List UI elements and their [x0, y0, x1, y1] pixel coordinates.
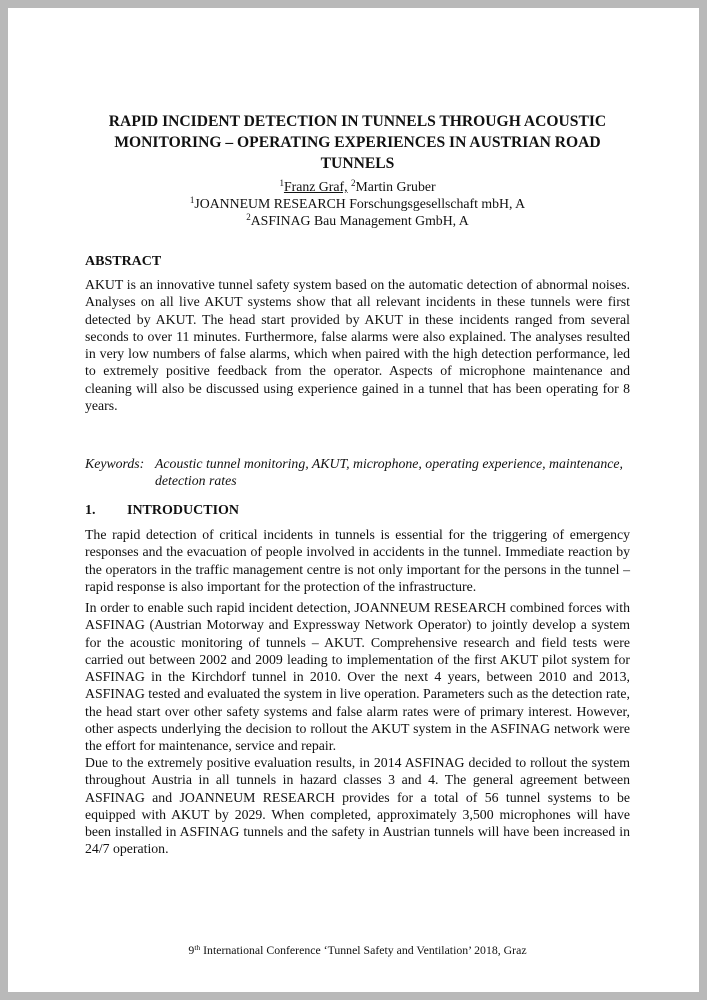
affiliation-1-superscript: 1	[189, 195, 195, 205]
introduction-paragraph-3: Due to the extremely positive evaluation results, in 2014 ASFINAG decided to rollout the system throughout Austria in all tunnels in hazard classes 3 and 4. The general agreement between ASFINAG and JOANNEUM RESEARCH provides for a total of 56 tunnel systems to be equipped with AKUT by 2029. When completed, approximately 3,500 microphones will have been installed in ASFINAG tunnels and the safety in Austrian tunnels will have been increased in 24/7 operation.	[85, 755, 630, 857]
abstract-text: AKUT is an innovative tunnel safety system based on the automatic detection of abnormal noises. Analyses on all live AKUT systems show that all relevant incidents in these tunnels were first detected by AKUT. The head start provided by AKUT in these incidents ranged from several seconds to over 11 minutes. Furthermore, false alarms were also explained. The analyses resulted in very low numbers of false alarms, which when paired with the high detection performance, led to extremely positive feedback from the operator. Aspects of microphone maintenance and cleaning will also be discussed using experience gained in a tunnel that has been operating for 8 years.	[85, 277, 630, 414]
affiliation-2-superscript: 2	[246, 212, 251, 222]
footer-superscript: th	[194, 943, 201, 952]
paper-page	[8, 8, 699, 992]
author-names	[80, 178, 635, 195]
affiliation-2-text: ASFINAG Bau Management GmbH, A	[250, 213, 469, 228]
author-2-superscript: 2	[350, 178, 356, 188]
page-footer	[80, 943, 635, 957]
abstract-heading: ABSTRACT	[85, 254, 162, 269]
introduction-paragraph-1: The rapid detection of critical incidents in tunnels is essential for the triggering of emergency responses and the evacuation of people involved in accidents in the tunnel. Immediate reaction by the operators in the traffic management centre is not only important for the persons in the tunnel – rapid response is also important for the protection of the infrastructure.	[85, 527, 630, 594]
footer-text: International Conference ‘Tunnel Safety and Ventilation’ 2018, Graz	[200, 943, 527, 957]
section-title: INTRODUCTION	[127, 503, 240, 518]
author-1-superscript: 1	[279, 178, 284, 188]
affiliation-1-text: JOANNEUM RESEARCH Forschungsgesellschaft mbH, A	[194, 196, 526, 211]
keywords	[85, 455, 630, 490]
paper-title: RAPID INCIDENT DETECTION IN TUNNELS THROUGH ACOUSTIC MONITORING – OPERATING EXPERIENCES IN AUSTRIAN ROAD TUNNELS	[108, 113, 607, 172]
author-block	[80, 178, 635, 229]
section-number: 1.	[85, 503, 96, 518]
affiliation-2	[80, 212, 635, 229]
footer-number: 9	[188, 943, 195, 957]
section-heading-introduction	[85, 502, 630, 519]
author-1-name: Franz Graf,	[283, 179, 348, 194]
author-2-name: Martin Gruber	[355, 179, 436, 194]
keywords-text: Acoustic tunnel monitoring, AKUT, microphone, operating experience, maintenance, detection rates	[155, 456, 623, 489]
affiliation-1	[80, 195, 635, 212]
keywords-label: Keywords:	[85, 456, 145, 471]
introduction-paragraph-2: In order to enable such rapid incident detection, JOANNEUM RESEARCH combined forces with ASFINAG (Austrian Motorway and Expressway Network Operator) to jointly develop a system for the acoustic monitoring of tunnels – AKUT. Comprehensive research and field tests were carried out between 2002 and 2009 leading to implementation of the first AKUT pilot system for ASFINAG in the Kirchdorf tunnel in 2010. Over the next 4 years, between 2010 and 2013, ASFINAG tested and evaluated the system in live operation. Parameters such as the detection rate, the head start over other safety systems and false alarm rates were of primary interest. However, other aspects underlying the decision to rollout the AKUT system in the ASFINAG network were the effort for maintenance, service and repair.	[85, 600, 630, 754]
